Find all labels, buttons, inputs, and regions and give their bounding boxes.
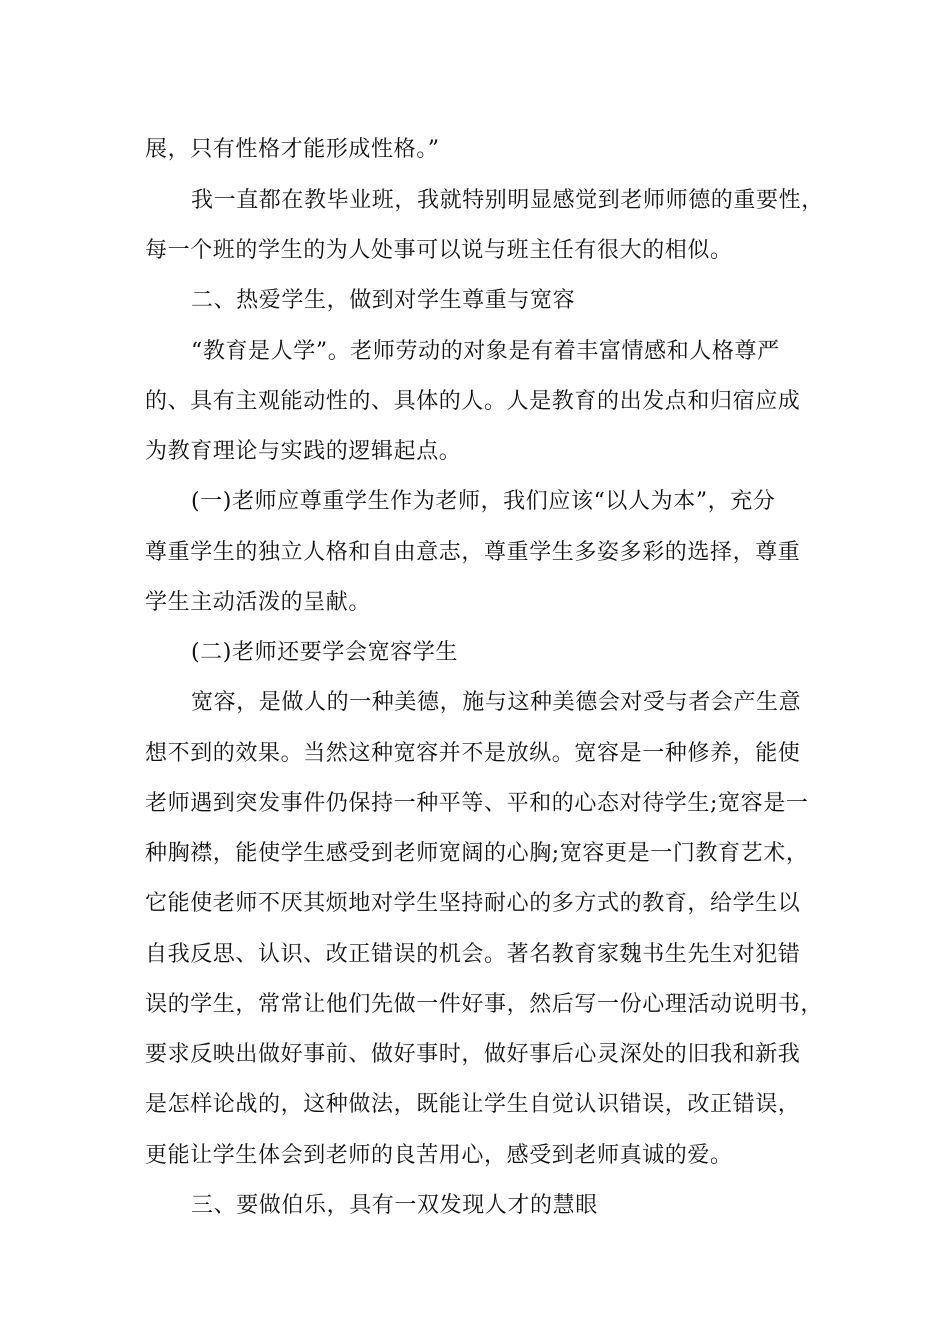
text-line: 它能使老师不厌其烦地对学生坚持耐心的多方式的教育，给学生以 bbox=[145, 891, 801, 916]
text-line: 为教育理论与实践的逻辑起点。 bbox=[145, 439, 462, 464]
text-line: 我一直都在教毕业班，我就特别明显感觉到老师师德的重要性， bbox=[191, 188, 824, 213]
text-line: 自我反思、认识、改正错误的机会。著名教育家魏书生先生对犯错 bbox=[145, 942, 801, 967]
text-line: 学生主动活泼的呈献。 bbox=[145, 590, 372, 615]
text-line: “教育是人学”。老师劳动的对象是有着丰富情感和人格尊严 bbox=[191, 339, 780, 364]
text-line: 是怎样论战的，这种做法，既能让学生自觉认识错误，改正错误， bbox=[145, 1092, 801, 1117]
text-line: 种胸襟，能使学生感受到老师宽阔的心胸;宽容更是一门教育艺术， bbox=[145, 841, 809, 866]
section-heading: 三、要做伯乐，具有一双发现人才的慧眼 bbox=[191, 1193, 598, 1218]
text-line: 更能让学生体会到老师的良苦用心，感受到老师真诚的爱。 bbox=[145, 1143, 733, 1168]
text-line: 宽容，是做人的一种美德，施与这种美德会对受与者会产生意 bbox=[191, 690, 802, 715]
subsection-heading: (二)老师还要学会宽容学生 bbox=[191, 640, 458, 665]
text-line: 尊重学生的独立人格和自由意志，尊重学生多姿多彩的选择，尊重 bbox=[145, 540, 801, 565]
text-line: 的、具有主观能动性的、具体的人。人是教育的出发点和归宿应成 bbox=[145, 389, 801, 414]
text-line: 要求反映出做好事前、做好事时，做好事后心灵深处的旧我和新我 bbox=[145, 1042, 801, 1067]
text-line: 展，只有性格才能形成性格。” bbox=[145, 137, 440, 162]
text-line: 老师遇到突发事件仍保持一种平等、平和的心态对待学生;宽容是一 bbox=[145, 791, 809, 816]
text-line: 误的学生，常常让他们先做一件好事，然后写一份心理活动说明书， bbox=[145, 992, 824, 1017]
section-heading: 二、热爱学生，做到对学生尊重与宽容 bbox=[191, 288, 576, 313]
text-line: 每一个班的学生的为人处事可以说与班主任有很大的相似。 bbox=[145, 238, 733, 263]
text-line: (一)老师应尊重学生作为老师，我们应该“以人为本”，充分 bbox=[191, 489, 776, 514]
text-line: 想不到的效果。当然这种宽容并不是放纵。宽容是一种修养，能使 bbox=[145, 741, 801, 766]
